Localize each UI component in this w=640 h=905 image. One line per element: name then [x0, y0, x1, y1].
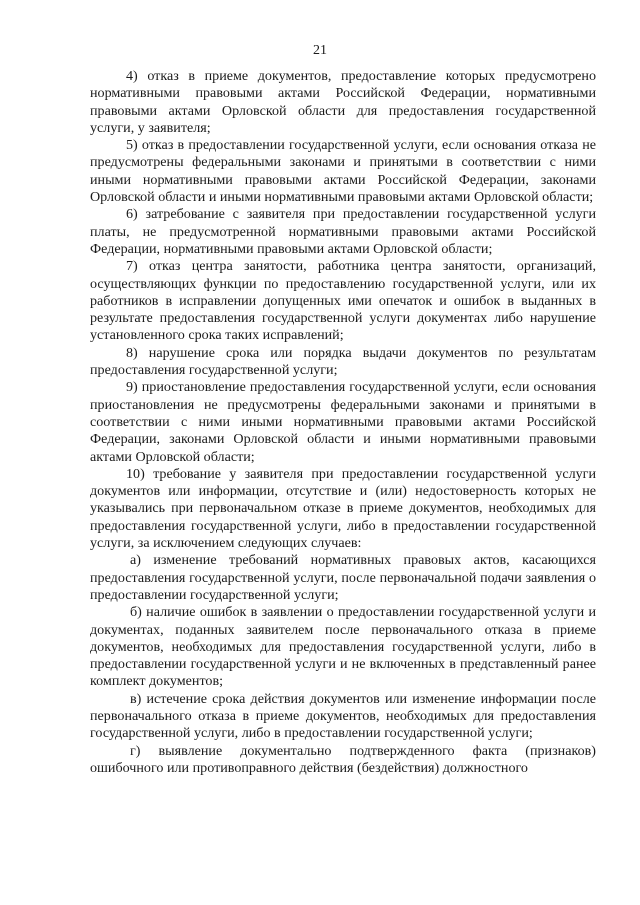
subparagraph-g: г) выявление документально подтвержденного факта (признаков) ошибочного или противоправного действия (бездействия) должностного — [90, 742, 596, 776]
paragraph-item-5: 5) отказ в предоставлении государственной услуги, если основания отказа не предусмотрены федеральными законами и принятыми в соответствии с ними иными нормативными правовыми актами Российской Федерации, законами Орловской области и иными нормативными правовыми актами Орловской области; — [90, 137, 596, 206]
page-number: 21 — [313, 43, 327, 58]
subparagraph-b: б) наличие ошибок в заявлении о предоставлении государственной услуги и документах, поданных заявителем после первоначального отказа в приеме документов, необходимых для предоставления государственной услуги, либо в предоставлении государственной услуги и не включенных в представленный ранее комплект документов; — [90, 604, 596, 690]
paragraph-item-8: 8) нарушение срока или порядка выдачи документов по результатам предоставления государственной услуги; — [90, 344, 596, 379]
paragraph-item-7: 7) отказ центра занятости, работника центра занятости, организаций, осуществляющих функции по предоставлению государственной услуги, или их работников в исправлении допущенных ими опечаток и ошибок в выданных в результате предоставления государственной услуги документах либо нарушение установленного срока таких исправлений; — [90, 258, 596, 344]
paragraph-item-6: 6) затребование с заявителя при предоставлении государственной услуги платы, не предусмотренной нормативными правовыми актами Российской Федерации, нормативными правовыми актами Орловской области; — [90, 206, 596, 257]
paragraph-item-10: 10) требование у заявителя при предоставлении государственной услуги документов или информации, отсутствие и (или) недостоверность которых не указывались при первоначальном отказе в приеме документов, необходимых для предоставления государственной услуги, либо в предоставлении государственной услуги, за исключением следующих случаев: — [90, 465, 596, 552]
paragraph-item-4: 4) отказ в приеме документов, предоставление которых предусмотрено нормативными правовыми актами Российской Федерации, нормативными правовыми актами Орловской области для предоставления государственной услуги, у заявителя; — [90, 68, 596, 136]
subparagraph-a: а) изменение требований нормативных правовых актов, касающихся предоставления государственной услуги, после первоначальной подачи заявления о предоставлении государственной услуги; — [90, 552, 596, 603]
paragraph-item-9: 9) приостановление предоставления государственной услуги, если основания приостановления не предусмотрены федеральными законами и принятыми в соответствии с ними иными нормативными правовыми актами Российской Федерации, законами Орловской области и иными нормативными правовыми актами Орловской области; — [90, 379, 596, 465]
subparagraph-v: в) истечение срока действия документов или изменение информации после первоначального отказа в приеме документов, необходимых для предоставления государственной услуги, либо в предоставлении государственной услуги; — [90, 690, 596, 742]
document-body — [90, 68, 596, 777]
